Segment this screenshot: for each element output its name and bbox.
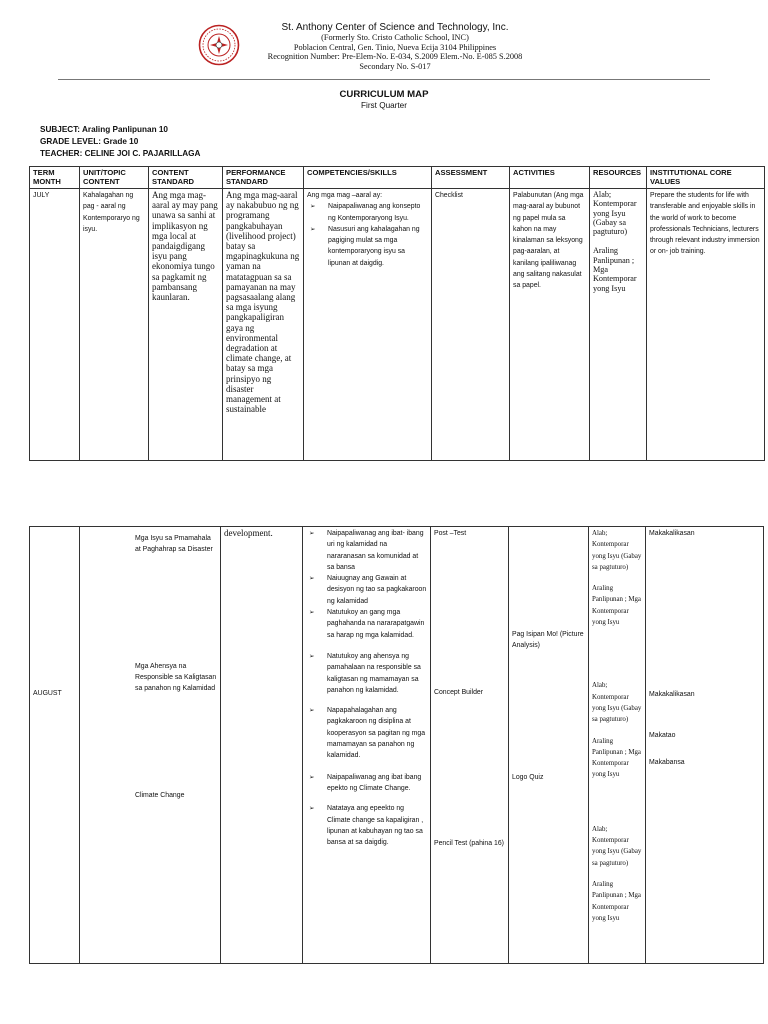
header-assessment: ASSESSMENT [432,167,510,189]
arrow-bullet-icon: ➢ [310,203,316,211]
curriculum-table-page-2 [29,526,764,964]
cell-month [30,527,80,964]
competency-list [306,528,427,641]
list-item: ➢ Naipapaliwanag ang konsepto ng Kontemporaryong Isyu. [310,203,421,222]
document-title: CURRICULUM MAP [339,89,429,100]
resource-alab: Alab; Kontemporar yong Isyu (Gabay sa pagtuturo) [593,190,637,237]
arrow-bullet-icon: ➢ [310,225,316,233]
competencies-intro: Ang mga mag –aaral ay: [307,192,383,199]
school-header [250,22,540,71]
list-item: ➢ Napapahalagahan ang pagkakaroon ng disiplina at kooperasyon sa pagitan ng mga mamamayan sa panahon ng kalamidad. [309,707,426,760]
assessment-pencil-test: Pencil Test (pahina 16) [434,839,504,847]
curriculum-table-page-1 [29,166,765,461]
cell-resources [589,527,646,964]
list-item: ➢ Natutukoy an gang mga paghahanda na nararapatgawin sa harap ng mga kalamidad. [309,609,425,639]
cell-topic: Kahalagahan ng pag - aaral ng Kontemporaryo ng isyu. [80,189,149,461]
header-content-standard: CONTENT STANDARD [149,167,223,189]
header-core-values: INSTITUTIONAL CORE VALUES [647,167,765,189]
resource-alab: Alab; Kontemporar yong Isyu (Gabay sa pagtuturo) [592,825,642,867]
list-item: ➢ Naiuugnay ang Gawain at desisyon ng tao sa pagkakaroon ng kalamidad [309,575,427,605]
table-row [30,189,765,461]
topic-disaster: Mga Isyu sa Pmamahala at Paghahrap sa Disaster [135,535,213,554]
cell-assessment [431,527,509,964]
competency-list [307,201,428,269]
arrow-bullet-icon: ➢ [309,575,315,583]
list-item: ➢ Naipapaliwanag ang ibat ibang epekto ng Climate Change. [309,773,422,792]
performance-continued: development. [224,528,273,538]
school-seal-logo [198,24,240,66]
arrow-bullet-icon: ➢ [309,707,315,715]
list-item: ➢ Nasusuri ang kahalagahan ng pagiging mulat sa mga kontemporaryong isyu sa lipunan at daigdig. [310,225,420,267]
value-makakalikasan: Makakalikasan [649,691,695,699]
value-makakalikasan: Makakalikasan [649,530,695,537]
resource-araling: Araling Panlipunan ; Mga Kontemporar yong Isyu [592,737,641,779]
competency-list [306,651,427,762]
resource-araling: Araling Panlipunan ; Mga Kontemporar yong Isyu [593,246,637,293]
assessment-post-test: Post –Test [434,530,467,537]
cell-core-values: Prepare the students for life with transferable and enjoyable skills in the world of work to become professionals Technicians, lecturers through relevant industry immersion or on- job training. [647,189,765,461]
table-row [30,527,764,964]
cell-assessment: Checklist [432,189,510,461]
value-makabansa: Makabansa [649,758,685,766]
cell-activities: Palabunutan (Ang mga mag-aaral ay bubunot ng papel mula sa kahon na may kinalaman sa leksyong pag-aaralan, at kanilang ipaliliwanag ang salitang nakasulat sa papel. [510,189,590,461]
teacher-line: TEACHER: CELINE JOI C. PAJARILLAGA [40,149,201,158]
school-name: St. Anthony Center of Science and Technology, Inc. [281,22,509,33]
resource-alab: Alab; Kontemporar yong Isyu (Gabay sa pagtuturo) [592,530,642,571]
topic-agencies: Mga Ahensya na Responsible sa Kaligtasan sa panahon ng Kalamidad [135,662,217,693]
grade-line: GRADE LEVEL: Grade 10 [40,137,139,146]
list-item: ➢ Natataya ang epeekto ng Climate change sa kapaligiran , lipunan at kabuhayan ng tao sa bansa at sa daigdig. [309,805,424,847]
arrow-bullet-icon: ➢ [309,652,315,660]
cell-performance-standard [221,527,303,964]
month-august: AUGUST [33,690,62,697]
arrow-bullet-icon: ➢ [309,530,315,537]
quarter-label: First Quarter [361,101,407,110]
value-makatao: Makatao [649,731,676,739]
subject-line: SUBJECT: Araling Panlipunan 10 [40,125,168,134]
cell-activities [509,527,589,964]
header-term-month: TERM MONTH [30,167,80,189]
cell-competencies [304,189,432,461]
activity-logo-quiz: Logo Quiz [512,773,544,781]
header-divider [58,79,710,80]
header-competencies: COMPETENCIES/SKILLS [304,167,432,189]
arrow-bullet-icon: ➢ [309,773,315,781]
topic-climate-change: Climate Change [135,792,185,800]
header-unit-topic: UNIT/TOPIC CONTENT [80,167,149,189]
competency-list [306,772,427,849]
recognition-number: Recognition Number: Pre-Elem-No. E-034, S.2009 Elem.-No. E-085 S.2008 [267,52,523,62]
cell-resources [590,189,647,461]
school-address: Poblacion Central, Gen. Tinio, Nueva Ecija 3104 Philippines [293,42,497,52]
header-performance-standard: PERFORMANCE STANDARD [223,167,304,189]
former-name: (Formerly Sto. Cristo Catholic School, INC) [321,33,469,42]
arrow-bullet-icon: ➢ [309,805,315,813]
cell-core-values [646,527,764,964]
cell-content-standard: Ang mga mag-aaral ay may pang unawa sa sanhi at implikasyon ng mga local at pandaigdigang isyu pang ekonomiya tungo sa pagkamit ng pambansang kaunlaran. [149,189,223,461]
cell-month: JULY [30,189,80,461]
assessment-concept-builder: Concept Builder [434,689,484,697]
resource-araling: Araling Panlipunan ; Mga Kontemporar yong Isyu [592,880,641,922]
secondary-number: Secondary No. S-017 [359,61,431,71]
header-activities: ACTIVITIES [510,167,590,189]
list-item: ➢ Naipapaliwanag ang ibat- ibang uri ng kalamidad na nararanasan sa komunidad at sa bansa [309,530,424,571]
table-header-row [30,167,765,189]
header-resources: RESOURCES [590,167,647,189]
resource-araling: Araling Panlipunan ; Mga Kontemporar yong Isyu [592,585,641,627]
cell-performance-standard: Ang mga mag-aaral ay nakabubuo ng ng programang pangkabuhayan (livelihood project) batay sa mgapinagkukuna ng yaman na matatagpuan sa sa pamayanan na may pagsasaalang alang sa mga isyung pangkapaligiran gaya ng environmental degradation at climate change, at batay sa mga prinsipyo ng disaster management at sustainable [223,189,304,461]
resource-alab: Alab; Kontemporar yong Isyu (Gabay sa pagtuturo) [592,682,642,724]
list-item: ➢ Natutukoy ang ahensya ng pamahalaan na responsible sa kaligtasan ng mamamayan sa panahon ng kalamidad. [309,652,421,694]
arrow-bullet-icon: ➢ [309,609,315,617]
cell-competencies [303,527,431,964]
cell-topic [80,527,221,964]
activity-picture-analysis: Pag Isipan Mo! (Picture Analysis) [512,631,584,650]
